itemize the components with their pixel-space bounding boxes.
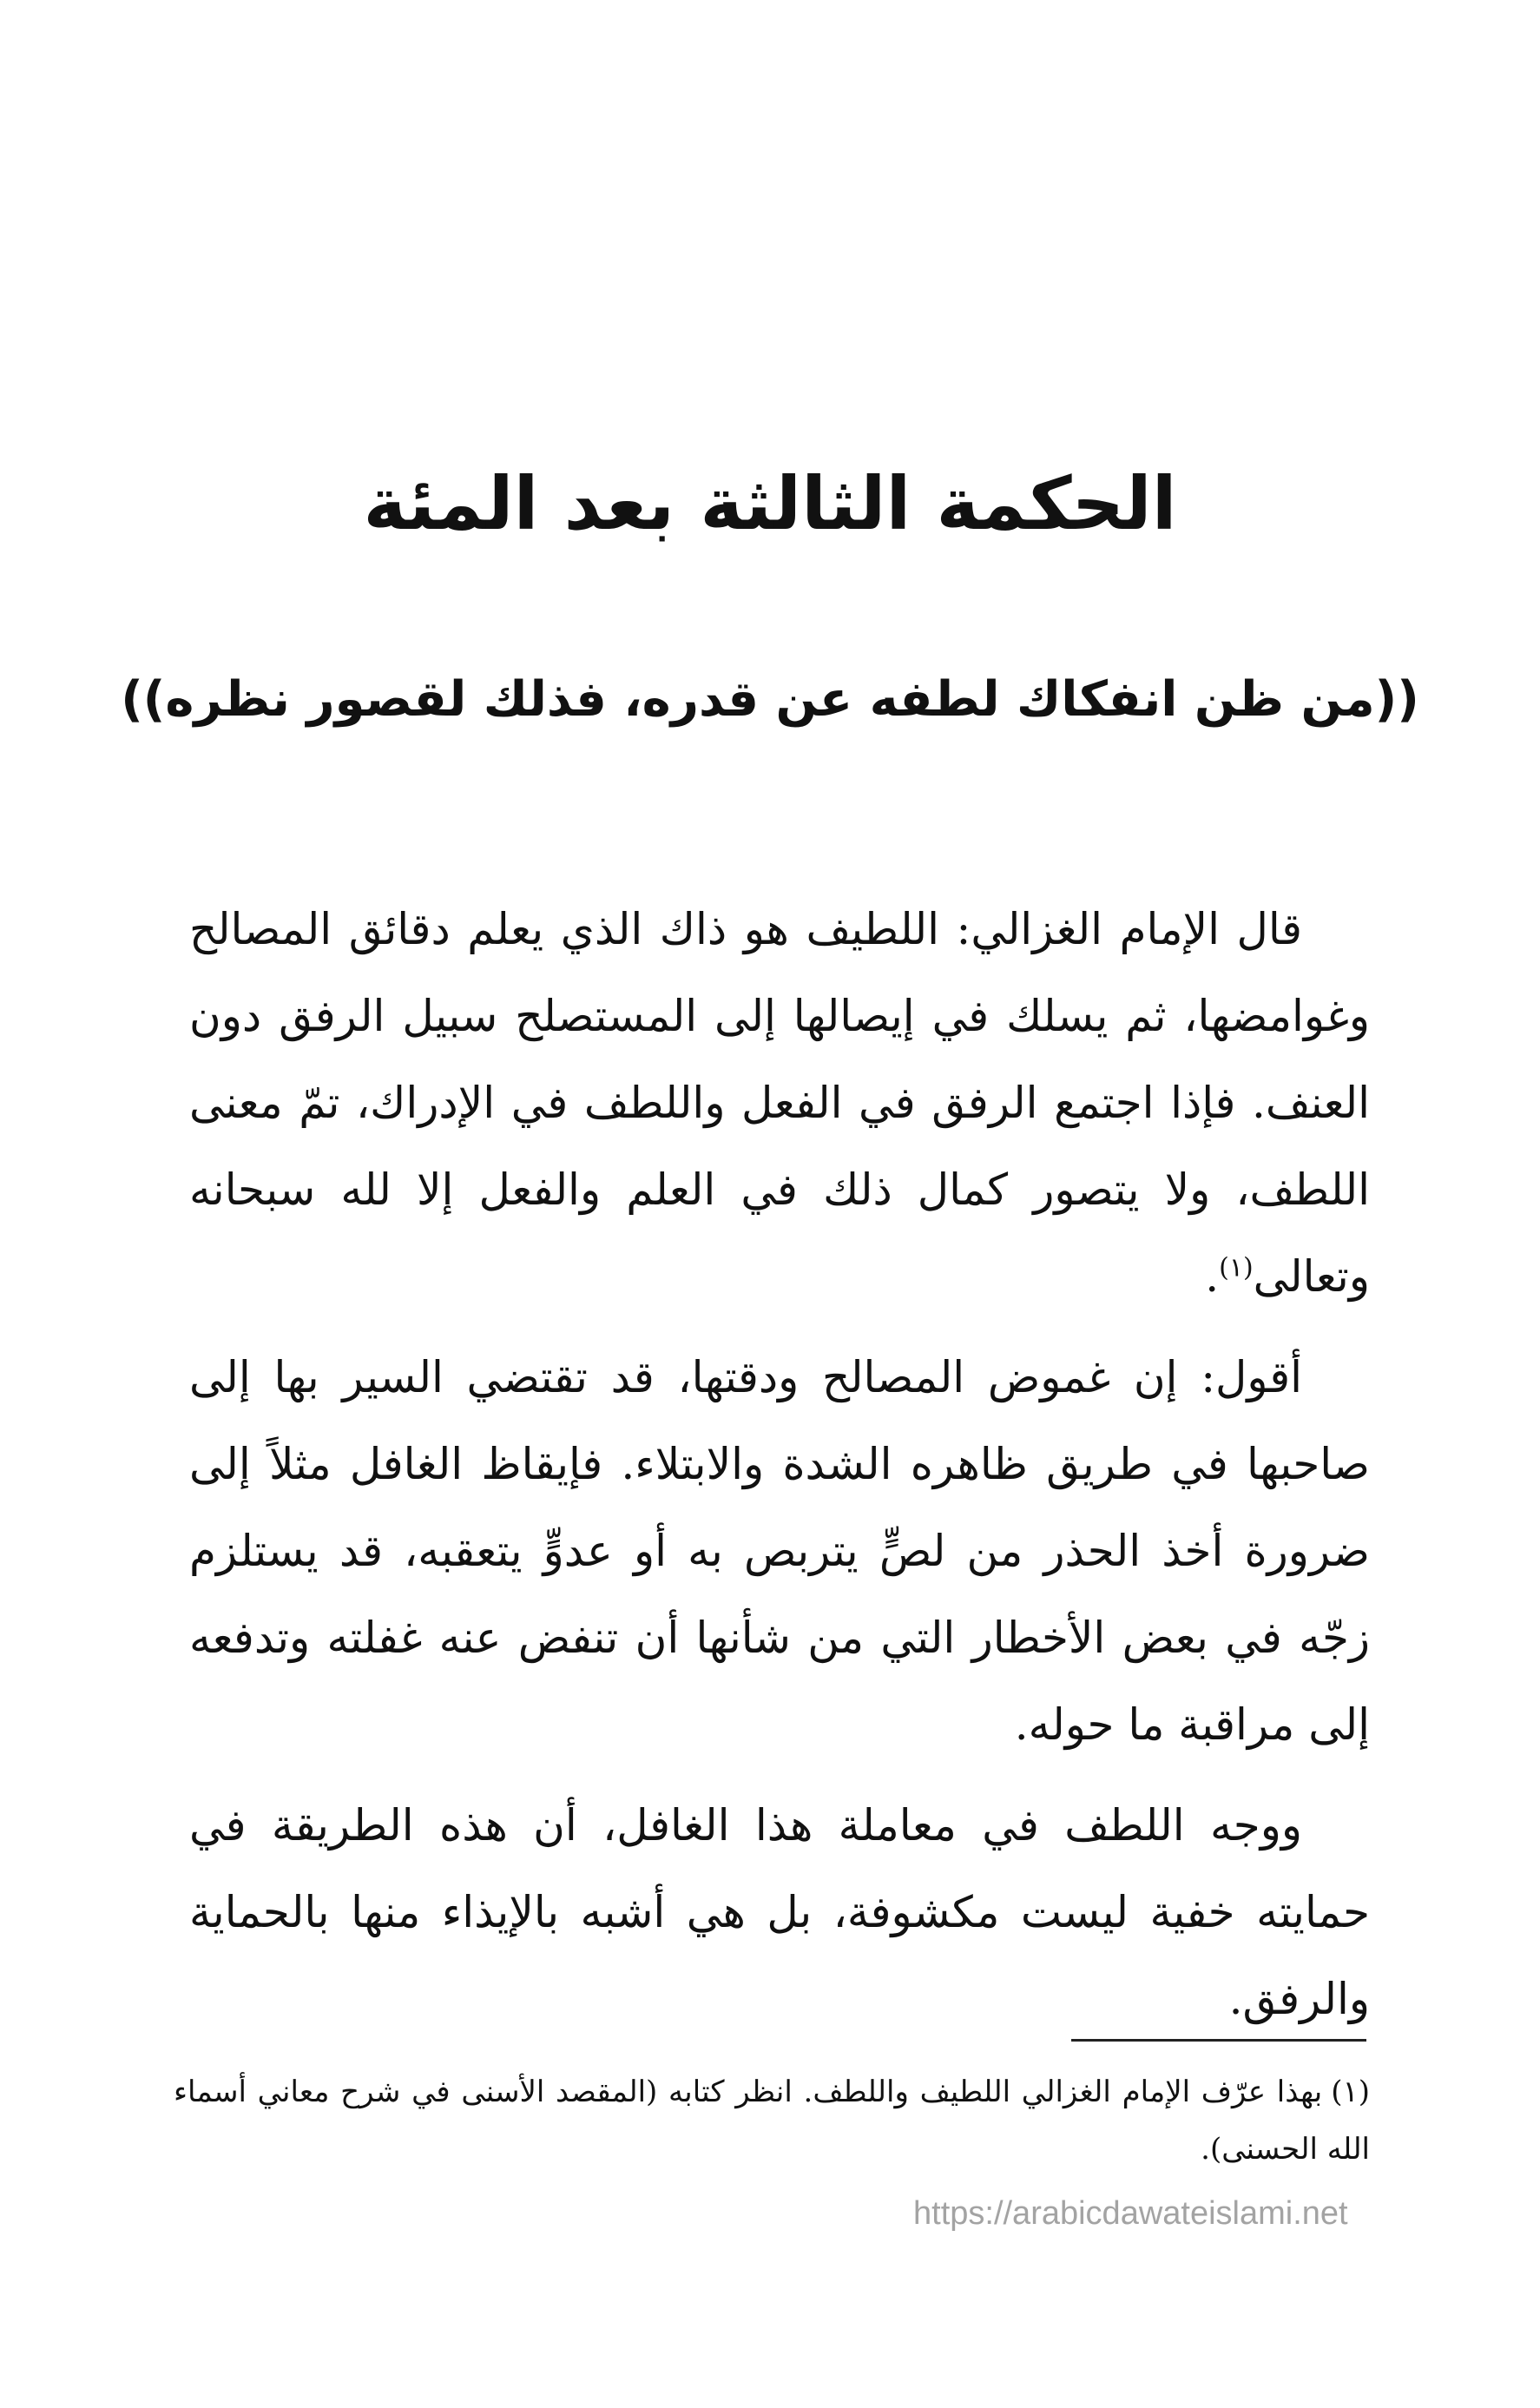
footnote-number: (١) <box>1331 2075 1370 2109</box>
paragraph-2: أقول: إن غموض المصالح ودقتها، قد تقتضي السير بها إلى صاحبها في طريق ظاهره الشدة والابتلاء. فإيقاظ الغافل مثلاً إلى ضرورة أخذ الحذر من لصٍّ يتربص به أو عدوٍّ يتعقبه، قد يستلزم زجّه في بعض الأخطار التي من شأنها أن تنفض عنه غفلته وتدفعه إلى مراقبة ما حوله. <box>189 1352 1370 1750</box>
paragraph-1 <box>189 886 1370 1320</box>
footnote <box>174 2063 1370 2178</box>
paragraph-3: ووجه اللطف في معاملة هذا الغافل، أن هذه الطريقة في حمايته خفية ليست مكشوفة، بل هي أشبه بالإيذاء منها بالحماية والرفق. <box>189 1800 1370 2024</box>
footnote-reference[interactable]: (١) <box>1219 1252 1254 1283</box>
watermark-url[interactable]: https://arabicdawateislami.net <box>913 2195 1348 2232</box>
paragraph-1-text: قال الإمام الغزالي: اللطيف هو ذاك الذي يعلم دقائق المصالح وغوامضها، ثم يسلك في إيصالها إلى المستصلح سبيل الرفق دون العنف. فإذا اجتمع الرفق في الفعل واللطف في الإدراك، تمّ معنى اللطف، ولا يتصور كمال ذلك في العلم والفعل إلا لله سبحانه وتعالى <box>189 904 1370 1302</box>
chapter-subtitle: ((من ظن انفكاك لطفه عن قدره، فذلك لقصور نظره)) <box>121 671 1419 728</box>
footnote-separator <box>1071 2039 1366 2042</box>
footnote-text: بهذا عرّف الإمام الغزالي اللطيف واللطف. انظر كتابه (المقصد الأسنى في شرح معاني أسماء الله الحسنى). <box>174 2075 1370 2167</box>
chapter-title: الحكمة الثالثة بعد المئة <box>363 461 1177 546</box>
body-text <box>189 886 1370 2056</box>
paragraph-1-tail: . <box>1205 1251 1220 1302</box>
